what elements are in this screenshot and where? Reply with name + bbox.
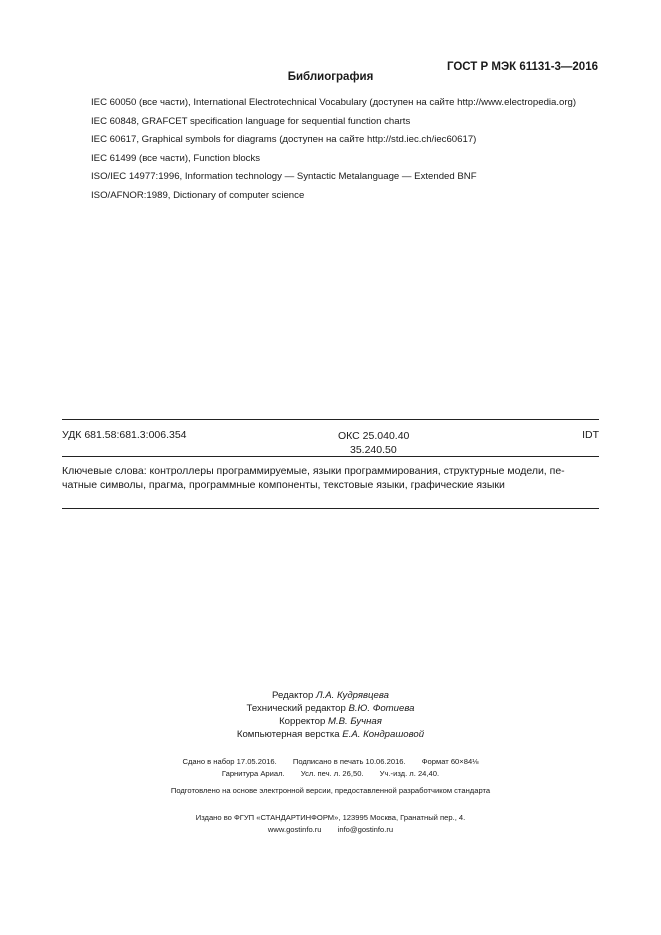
print-details (0, 756, 661, 779)
oks-code-2: 35.240.50 (350, 444, 397, 456)
print-sheets: Усл. печ. л. 26,50. (300, 768, 364, 778)
reference-item: ISO/AFNOR:1989, Dictionary of computer science (91, 189, 305, 201)
reference-item: IEC 60050 (все части), International Electrotechnical Vocabulary (доступен на сайте http://www.electropedia.org) (91, 97, 577, 108)
publisher-address: Издано во ФГУП «СТАНДАРТИНФОРМ», 123995 Москва, Гранатный пер., 4. (195, 813, 466, 822)
publisher-info (0, 812, 661, 835)
bibliography-title: Библиография (287, 71, 374, 83)
signed-date: Подписано в печать 10.06.2016. (292, 757, 406, 766)
keywords-line-2: чатные символы, прагма, программные компоненты, текстовые языки, графические языки (62, 479, 505, 491)
keywords (62, 464, 599, 492)
keywords-line-1: Ключевые слова: контроллеры программируемые, языки программирования, структурные модели, пе- (62, 465, 565, 477)
idt-label: IDT (582, 429, 599, 441)
reference-item: IEC 61499 (все части), Function blocks (91, 152, 261, 164)
middle-rule (62, 456, 599, 457)
proofreader-line: Корректор М.В. Бучная (279, 716, 382, 727)
reference-item: IEC 60617, Graphical symbols for diagrams (доступен на сайте http://std.iec.ch/iec60617) (91, 134, 477, 145)
reference-item: ISO/IEC 14977:1996, Information technology — Syntactic Metalanguage — Extended BNF (91, 171, 477, 182)
typeface: Гарнитура Ариал. (221, 768, 285, 778)
editor-line: Редактор Л.А. Кудрявцева (272, 690, 389, 701)
oks-code-1: ОКС 25.040.40 (338, 430, 410, 442)
bottom-rule (62, 508, 599, 509)
reference-list (91, 96, 576, 207)
website-link[interactable]: www.gostinfo.ru (267, 824, 322, 834)
udc-code: УДК 681.58:681.3:006.354 (62, 429, 187, 441)
standard-designation: ГОСТ Р МЭК 61131-3—2016 (446, 61, 598, 73)
email-link[interactable]: info@gostinfo.ru (337, 824, 394, 834)
oks-codes (338, 429, 409, 457)
typeset-date: Сдано в набор 17.05.2016. (182, 757, 277, 766)
paper-format: Формат 60×84⅛ (421, 757, 479, 766)
reference-item: IEC 60848, GRAFCET specification language for sequential function charts (91, 115, 411, 127)
layout-line: Компьютерная верстка Е.А. Кондрашовой (236, 729, 425, 740)
tech-editor-line: Технический редактор В.Ю. Фотиева (246, 703, 415, 714)
prepared-note: Подготовлено на основе электронной версии, предоставленной разработчиком стандарта (170, 786, 491, 795)
top-rule (62, 419, 599, 420)
publisher-sheets: Уч.-изд. л. 24,40. (379, 768, 440, 778)
editorial-staff (0, 689, 661, 741)
